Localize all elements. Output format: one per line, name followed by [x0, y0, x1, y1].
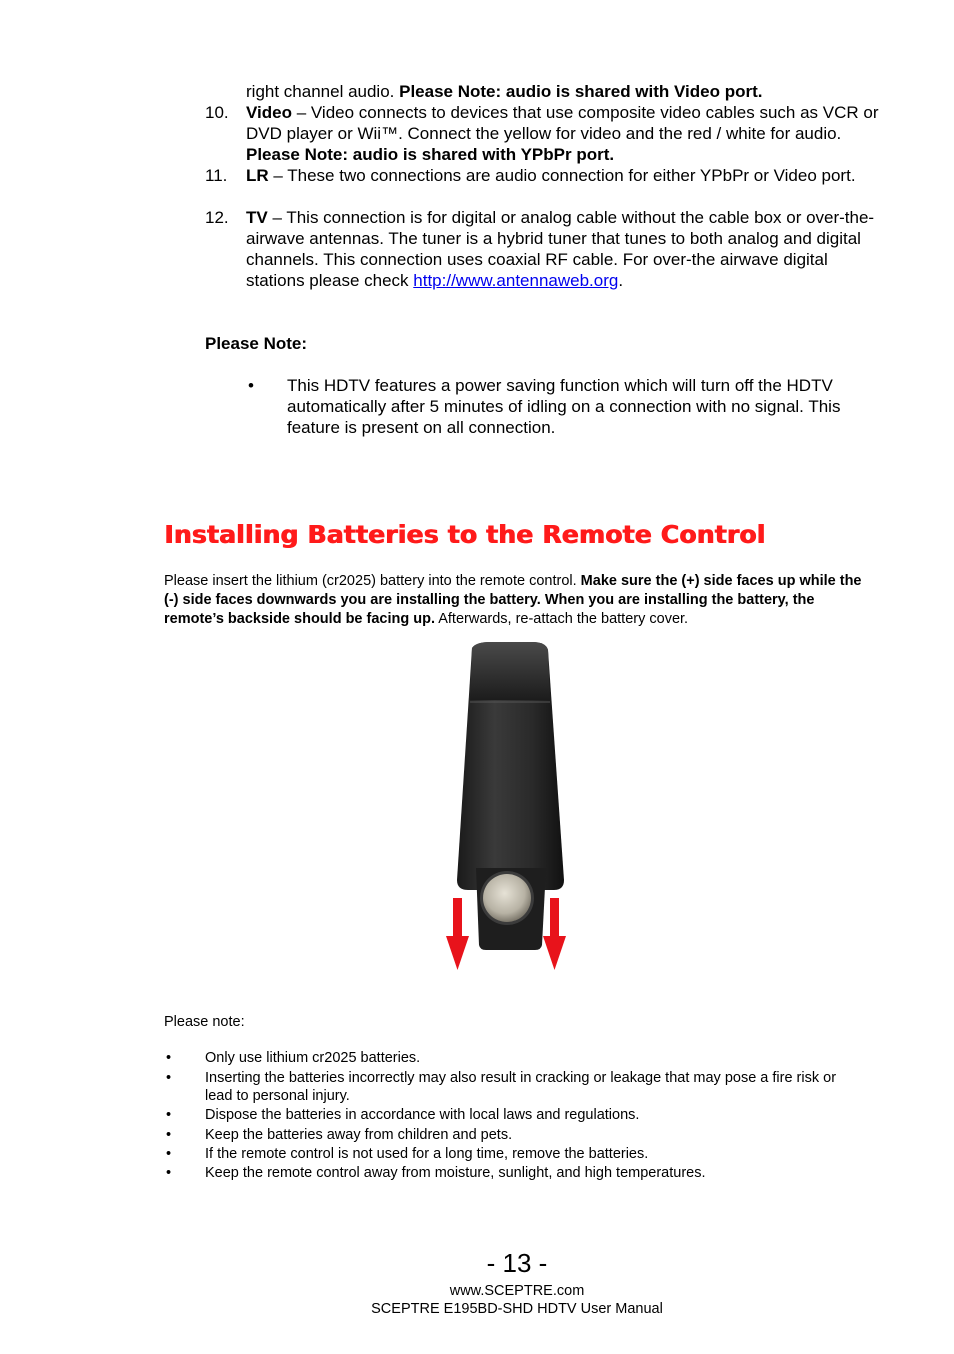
item-10-number: 10.	[205, 103, 229, 122]
notes-bullet-dot: •	[166, 1146, 172, 1162]
continuation-line	[246, 81, 886, 102]
remote-body	[457, 642, 564, 890]
list-item: Keep the remote control away from moisture, sunlight, and high temperatures.	[205, 1165, 706, 1181]
coin-battery-icon	[480, 871, 534, 925]
notes-bullet-dot: •	[166, 1165, 172, 1181]
item-10-text: – Video connects to devices that use composite video cables such as VCR or DVD player or Wii™. Connect the yellow for video and the red / white for audio.	[246, 103, 879, 143]
footer-website: www.SCEPTRE.com	[449, 1283, 585, 1299]
notes-bullet-dot: •	[166, 1070, 172, 1086]
continuation-text: right channel audio.	[246, 82, 400, 101]
please-note-bullet-dot: •	[248, 376, 254, 395]
item-12-after: .	[618, 271, 624, 290]
page-number: - 13 -	[486, 1248, 548, 1278]
remote-battery-illustration	[440, 640, 580, 975]
item-12-label: TV	[246, 208, 268, 227]
item-11-label: LR	[246, 166, 269, 185]
item-12-body	[246, 207, 886, 291]
list-item: Inserting the batteries incorrectly may also result in cracking or leakage that may pose a fire risk or lead to personal injury.	[205, 1070, 837, 1104]
please-note-title-text: Please Note:	[205, 334, 308, 353]
notes-title: Please note:	[164, 1014, 245, 1030]
down-arrow-right-icon	[543, 898, 566, 970]
intro-after: Afterwards, re-attach the battery cover.	[435, 611, 689, 627]
intro-plain: Please insert the lithium (cr2025) battery into the remote control.	[164, 573, 581, 589]
section-heading: Installing Batteries to the Remote Control	[164, 520, 766, 549]
item-11-body	[246, 165, 886, 186]
item-11-number: 11.	[205, 166, 228, 185]
footer-manual-title: SCEPTRE E195BD-SHD HDTV User Manual	[371, 1301, 663, 1317]
list-item: Dispose the batteries in accordance with local laws and regulations.	[205, 1107, 640, 1123]
item-12-text: – This connection is for digital or analog cable without the cable box or over-the-airwave antennas. The tuner is a hybrid tuner that tunes to both analog and digital channels. This connection uses coaxial RF cable. For over-the airwave digital stations please check	[246, 208, 875, 290]
list-item: Keep the batteries away from children and pets.	[205, 1127, 513, 1143]
list-item: Only use lithium cr2025 batteries.	[205, 1050, 421, 1066]
please-note-title	[205, 333, 307, 354]
notes-bullet-dot: •	[166, 1050, 172, 1066]
down-arrow-left-icon	[446, 898, 469, 970]
notes-bullet-dot: •	[166, 1107, 172, 1123]
intro-paragraph	[164, 572, 874, 629]
list-item: If the remote control is not used for a long time, remove the batteries.	[205, 1146, 649, 1162]
intro-bold: Make sure the (+) side faces up while the (-) side faces downwards you are installing the battery. When you are installing the battery, the remote’s backside should be facing up.	[164, 573, 862, 627]
continuation-bold: Please Note: audio is shared with Video port.	[399, 82, 763, 101]
item-11-text: – These two connections are audio connection for either YPbPr or Video port.	[268, 166, 856, 185]
item-10-label: Video	[246, 103, 292, 122]
item-10-bold: Please Note: audio is shared with YPbPr port.	[246, 145, 615, 164]
please-note-bullet-text: This HDTV features a power saving function which will turn off the HDTV automatically after 5 minutes of idling on a connection with no signal. This feature is present on all connection.	[287, 376, 841, 437]
item-12-number: 12.	[205, 208, 229, 227]
antennaweb-link[interactable]: http://www.antennaweb.org	[413, 271, 619, 290]
item-10-body	[246, 102, 886, 165]
notes-bullet-dot: •	[166, 1127, 172, 1143]
